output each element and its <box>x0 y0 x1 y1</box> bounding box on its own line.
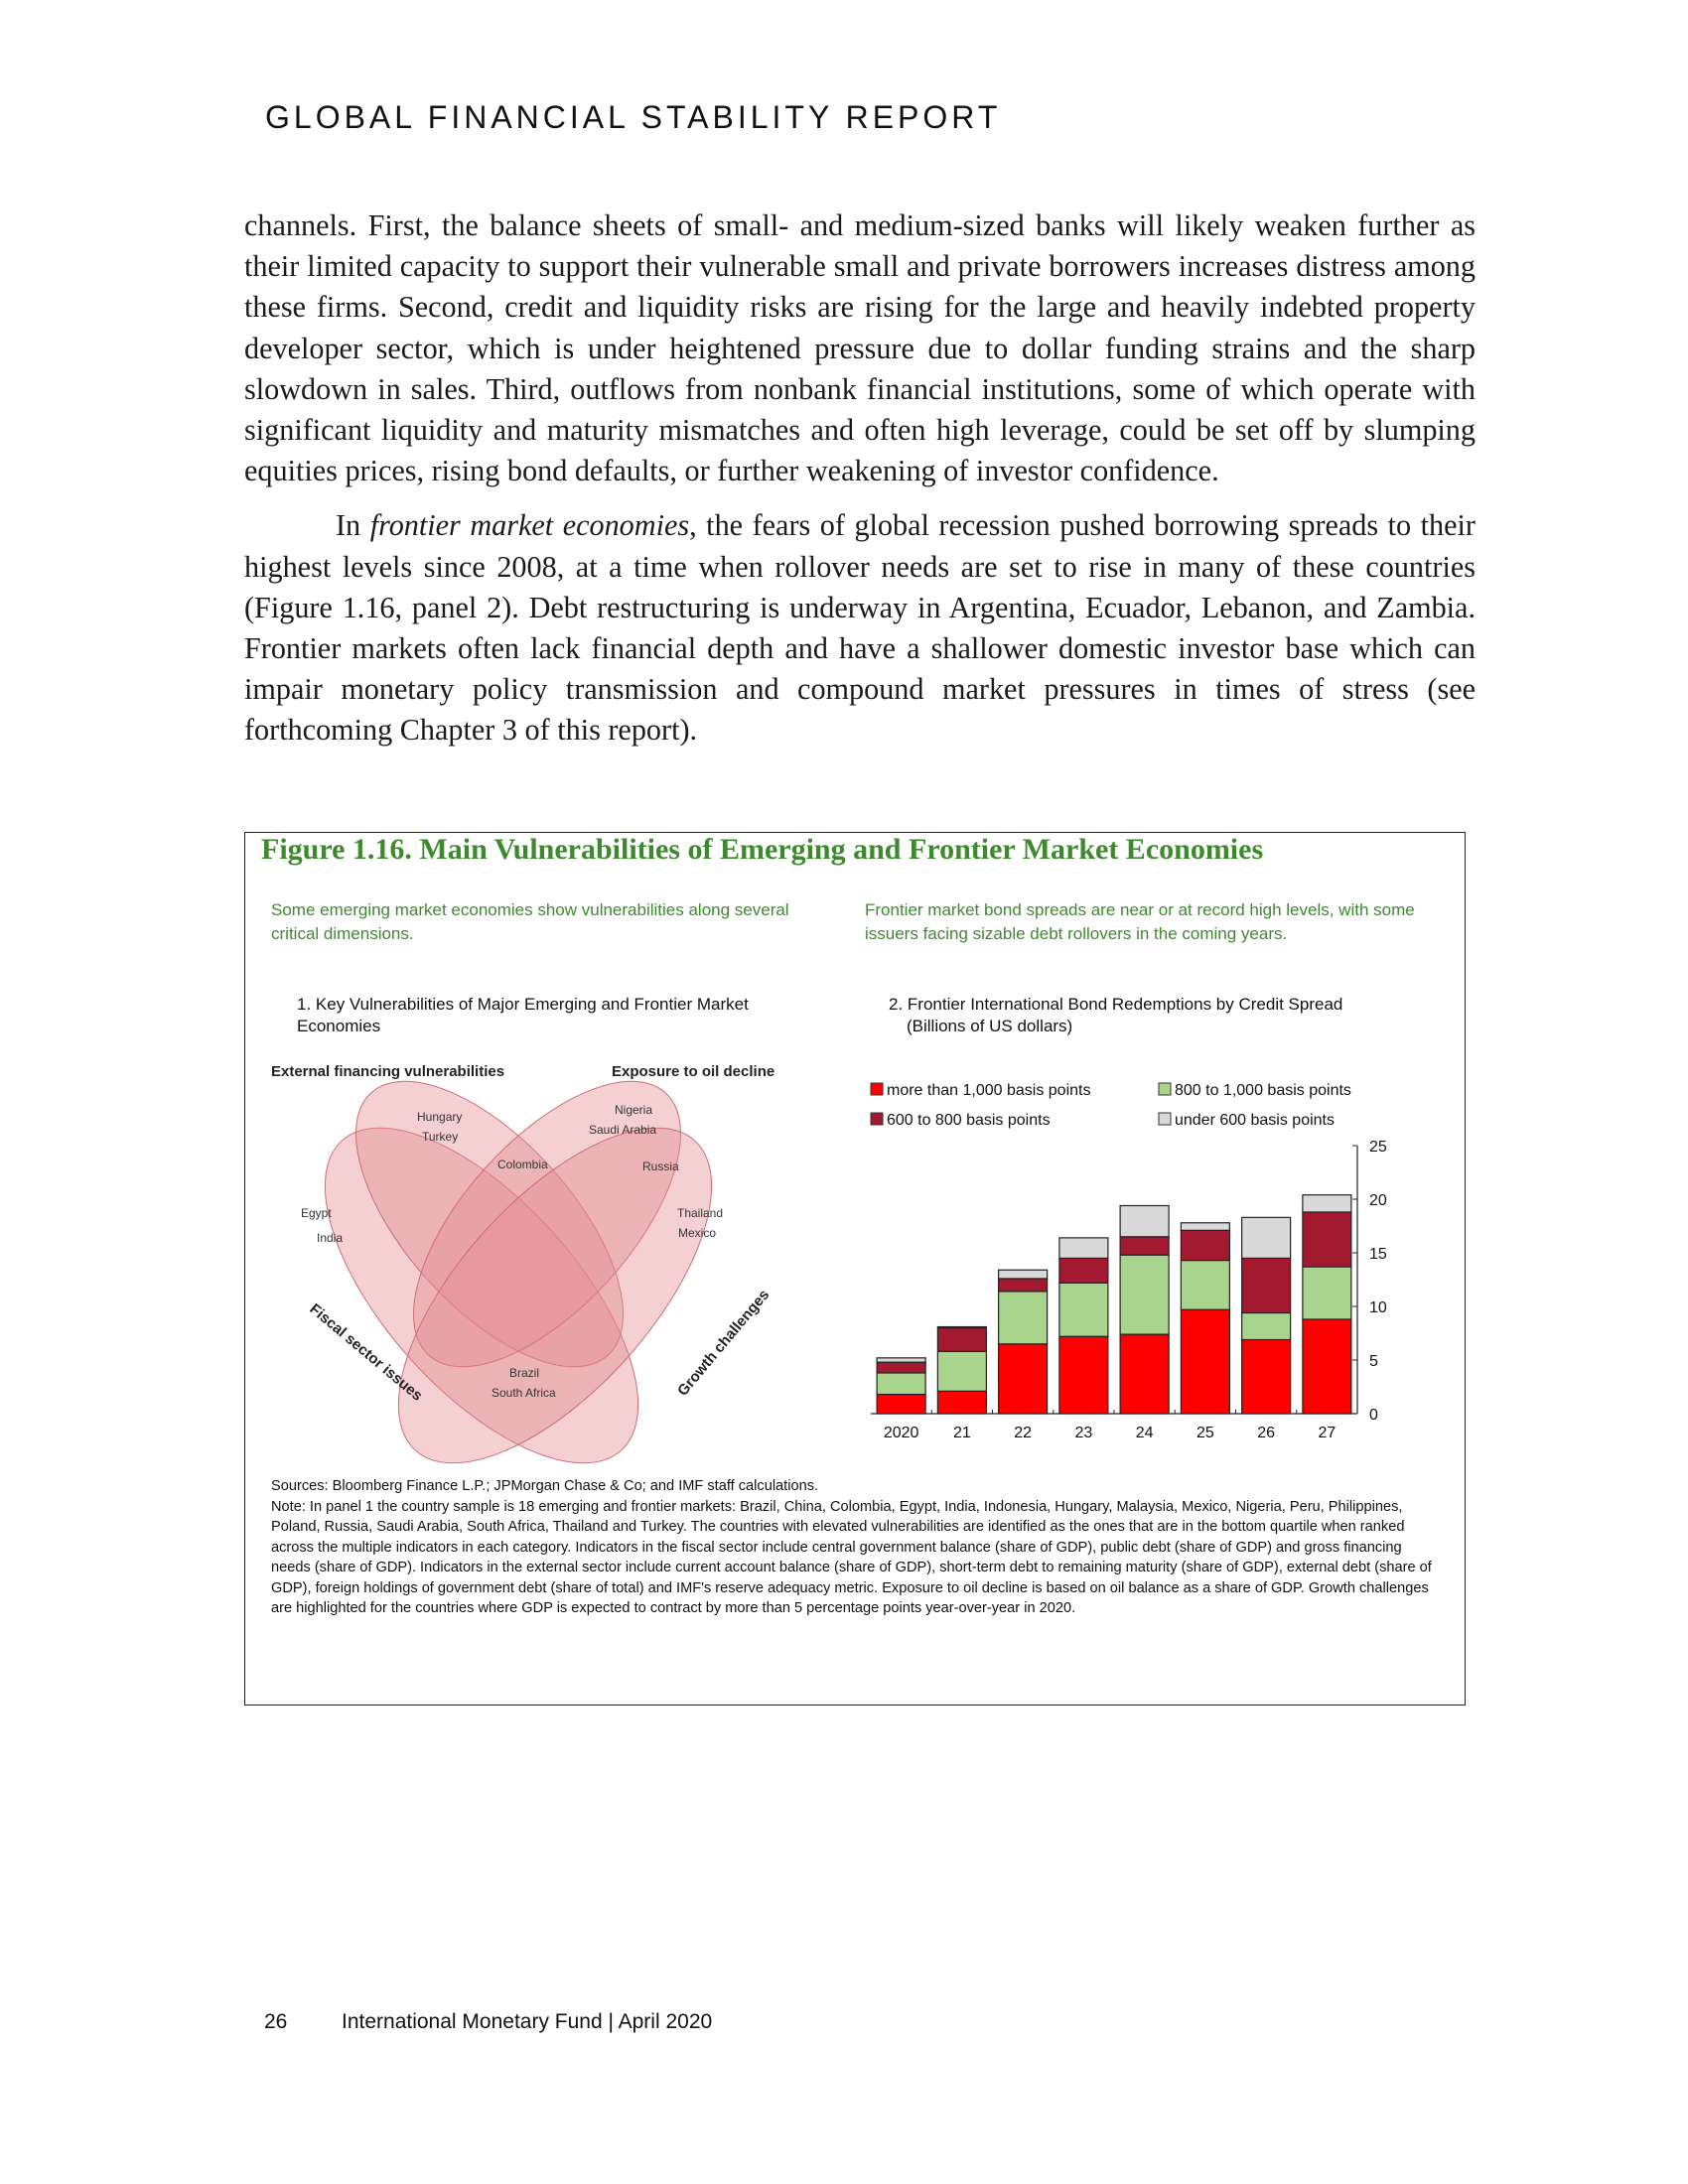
chart-legend <box>871 1082 1351 1129</box>
bar-segment <box>877 1373 925 1395</box>
legend-swatch <box>871 1083 883 1095</box>
emphasis-term: frontier market economies <box>369 508 690 543</box>
footer-publisher: International Monetary Fund | April 2020 <box>342 2010 713 2033</box>
body-text <box>244 205 1476 765</box>
legend-swatch <box>1159 1083 1171 1095</box>
bar-segment <box>1181 1261 1229 1310</box>
country-label: Russia <box>642 1160 679 1173</box>
bar-segment <box>937 1391 986 1414</box>
bar-segment <box>1120 1205 1169 1236</box>
paragraph-lead: In <box>336 508 370 543</box>
bar-segment <box>1120 1334 1169 1414</box>
x-tick-label: 2020 <box>883 1425 919 1441</box>
note-text: Note: In panel 1 the country sample is 18 emerging and frontier markets: Brazil, China, Colombia, Egypt, India, Indonesia, Hungary, Malaysia, Mexico, Nigeria, Peru, Philippines, Poland, Russia, Saudi Arabia, South Africa, Thailand and Turkey. The countries with elevated vulnerabilities are identified as the ones that are in the bottom quartile when ranked across the multiple indicators in each category. Indicators in the fiscal sector include central government balance (share of GDP), public debt (share of GDP) and gross financing needs (share of GDP). Indicators in the external sector include current account balance (share of GDP), short-term debt to remaining maturity (share of GDP), external debt (share of GDP), foreign holdings of government debt (share of total) and IMF's reserve adequacy metric. Exposure to oil decline is based on oil balance as a share of GDP. Growth challenges are highlighted for the countries where GDP is expected to contract by more than 5 percentage points year-over-year in 2020. <box>271 1498 1432 1616</box>
page-number: 26 <box>264 2010 288 2033</box>
x-tick-label: 25 <box>1196 1425 1214 1441</box>
sources-line: Sources: Bloomberg Finance L.P.; JPMorgan Chase & Co; and IMF staff calculations. <box>271 1478 819 1494</box>
y-tick-label: 25 <box>1369 1139 1387 1156</box>
country-label: Saudi Arabia <box>589 1123 657 1137</box>
bar-segment <box>999 1279 1048 1292</box>
x-tick-label: 23 <box>1074 1425 1093 1441</box>
country-label: Thailand <box>677 1206 724 1220</box>
x-tick-label: 24 <box>1135 1425 1154 1441</box>
figure-box <box>244 832 1466 1706</box>
x-tick-label: 21 <box>952 1425 971 1441</box>
legend-label: 800 to 1,000 basis points <box>1175 1082 1351 1099</box>
bar-segment <box>1242 1217 1291 1258</box>
y-tick-label: 0 <box>1369 1407 1378 1424</box>
figure-title: Figure 1.16. Main Vulnerabilities of Emerging and Frontier Market Economies <box>261 833 1264 866</box>
bar-segment <box>1242 1258 1291 1312</box>
bar-segment <box>1120 1237 1169 1255</box>
bar-chart <box>861 1046 1437 1443</box>
bar-segment <box>1303 1212 1351 1267</box>
legend-swatch <box>871 1113 883 1125</box>
country-label: Nigeria <box>615 1103 653 1117</box>
bar-segment <box>877 1395 925 1414</box>
bar-segment <box>937 1328 986 1352</box>
bar-segment <box>1181 1230 1229 1260</box>
legend-swatch <box>1159 1113 1171 1125</box>
figure-right-subtitle: Frontier market bond spreads are near or at record high levels, with some issuers facing sizable debt rollovers in the coming years. <box>865 900 1415 943</box>
venn-diagram <box>251 1057 827 1484</box>
paragraph-rest: , the fears of global recession pushed borrowing spreads to their highest levels since 2008, at a time when rollover needs are set to rise in many of these countries (Figure 1.16, panel 2). Debt restructuring is underway in Argentina, Ecuador, Lebanon, and Zambia. Frontier markets often lack financial depth and have a shallower domestic investor base which can impair monetary policy transmission and compound market pressures in times of stress (see forthcoming Chapter 3 of this report). <box>244 508 1476 748</box>
bar-segment <box>937 1327 986 1328</box>
country-label: Brazil <box>509 1366 540 1380</box>
bar-segment <box>1181 1309 1229 1414</box>
bar-segment <box>1303 1267 1351 1319</box>
bar-segment <box>1181 1223 1229 1231</box>
bar-segment <box>999 1292 1048 1344</box>
bar-segment <box>877 1362 925 1373</box>
running-head: GLOBAL FINANCIAL STABILITY REPORT <box>265 99 1002 135</box>
legend-label: more than 1,000 basis points <box>887 1082 1091 1099</box>
bar-segment <box>1120 1255 1169 1334</box>
chart-bars <box>877 1195 1351 1414</box>
bar-segment <box>1059 1336 1108 1414</box>
country-label: Egypt <box>301 1206 332 1220</box>
bar-segment <box>937 1351 986 1391</box>
bar-segment <box>1242 1339 1291 1414</box>
x-tick-label: 26 <box>1257 1425 1276 1441</box>
x-tick-label: 22 <box>1014 1425 1033 1441</box>
y-tick-label: 5 <box>1369 1353 1378 1370</box>
category-fiscal: Fiscal sector issues <box>306 1300 426 1405</box>
category-oil: Exposure to oil decline <box>612 1063 775 1080</box>
y-tick-label: 20 <box>1369 1192 1387 1209</box>
venn-ellipses <box>271 1057 766 1484</box>
bar-segment <box>999 1270 1048 1279</box>
paragraph <box>244 505 1476 751</box>
panel1-title: 1. Key Vulnerabilities of Major Emerging and Frontier Market Economies <box>297 995 749 1035</box>
y-tick-label: 15 <box>1369 1246 1387 1263</box>
country-label: South Africa <box>492 1386 556 1400</box>
panel2-title-line2: (Billions of US dollars) <box>907 1017 1073 1035</box>
bar-segment <box>1059 1283 1108 1336</box>
country-label: Turkey <box>422 1130 459 1144</box>
bar-segment <box>1242 1312 1291 1339</box>
paragraph: channels. First, the balance sheets of small- and medium-sized banks will likely weaken further as their limited capacity to support their vulnerable small and private borrowers increases distress among these firms. Second, credit and liquidity risks are rising for the large and heavily indebted property developer sector, which is under heightened pressure due to dollar funding strains and the sharp slowdown in sales. Third, outflows from nonbank financial institutions, some of which operate with significant liquidity and maturity mismatches and often high leverage, could be set off by slumping equities prices, rising bond defaults, or further weakening of investor confidence. <box>244 208 1476 488</box>
bar-segment <box>999 1344 1048 1414</box>
panel2-title <box>889 994 1445 1037</box>
country-label: Hungary <box>417 1110 463 1124</box>
panel2-title-line1: 2. Frontier International Bond Redemptions by Credit Spread <box>889 995 1343 1014</box>
figure-notes <box>271 1476 1443 1619</box>
country-label: India <box>317 1231 344 1245</box>
legend-label: under 600 basis points <box>1175 1112 1335 1129</box>
y-tick-label: 10 <box>1369 1299 1387 1316</box>
bar-segment <box>1303 1195 1351 1212</box>
legend-label: 600 to 800 basis points <box>887 1112 1051 1129</box>
country-label: Mexico <box>678 1226 717 1240</box>
country-label: Colombia <box>497 1158 548 1171</box>
category-external: External financing vulnerabilities <box>271 1063 505 1080</box>
bar-segment <box>1059 1238 1108 1259</box>
x-tick-label: 27 <box>1318 1425 1336 1441</box>
bar-segment <box>1303 1319 1351 1414</box>
bar-segment <box>877 1358 925 1362</box>
bar-segment <box>1059 1258 1108 1283</box>
category-growth: Growth challenges <box>674 1286 774 1400</box>
figure-left-subtitle: Some emerging market economies show vulnerabilities along several critical dimensions. <box>271 900 789 943</box>
